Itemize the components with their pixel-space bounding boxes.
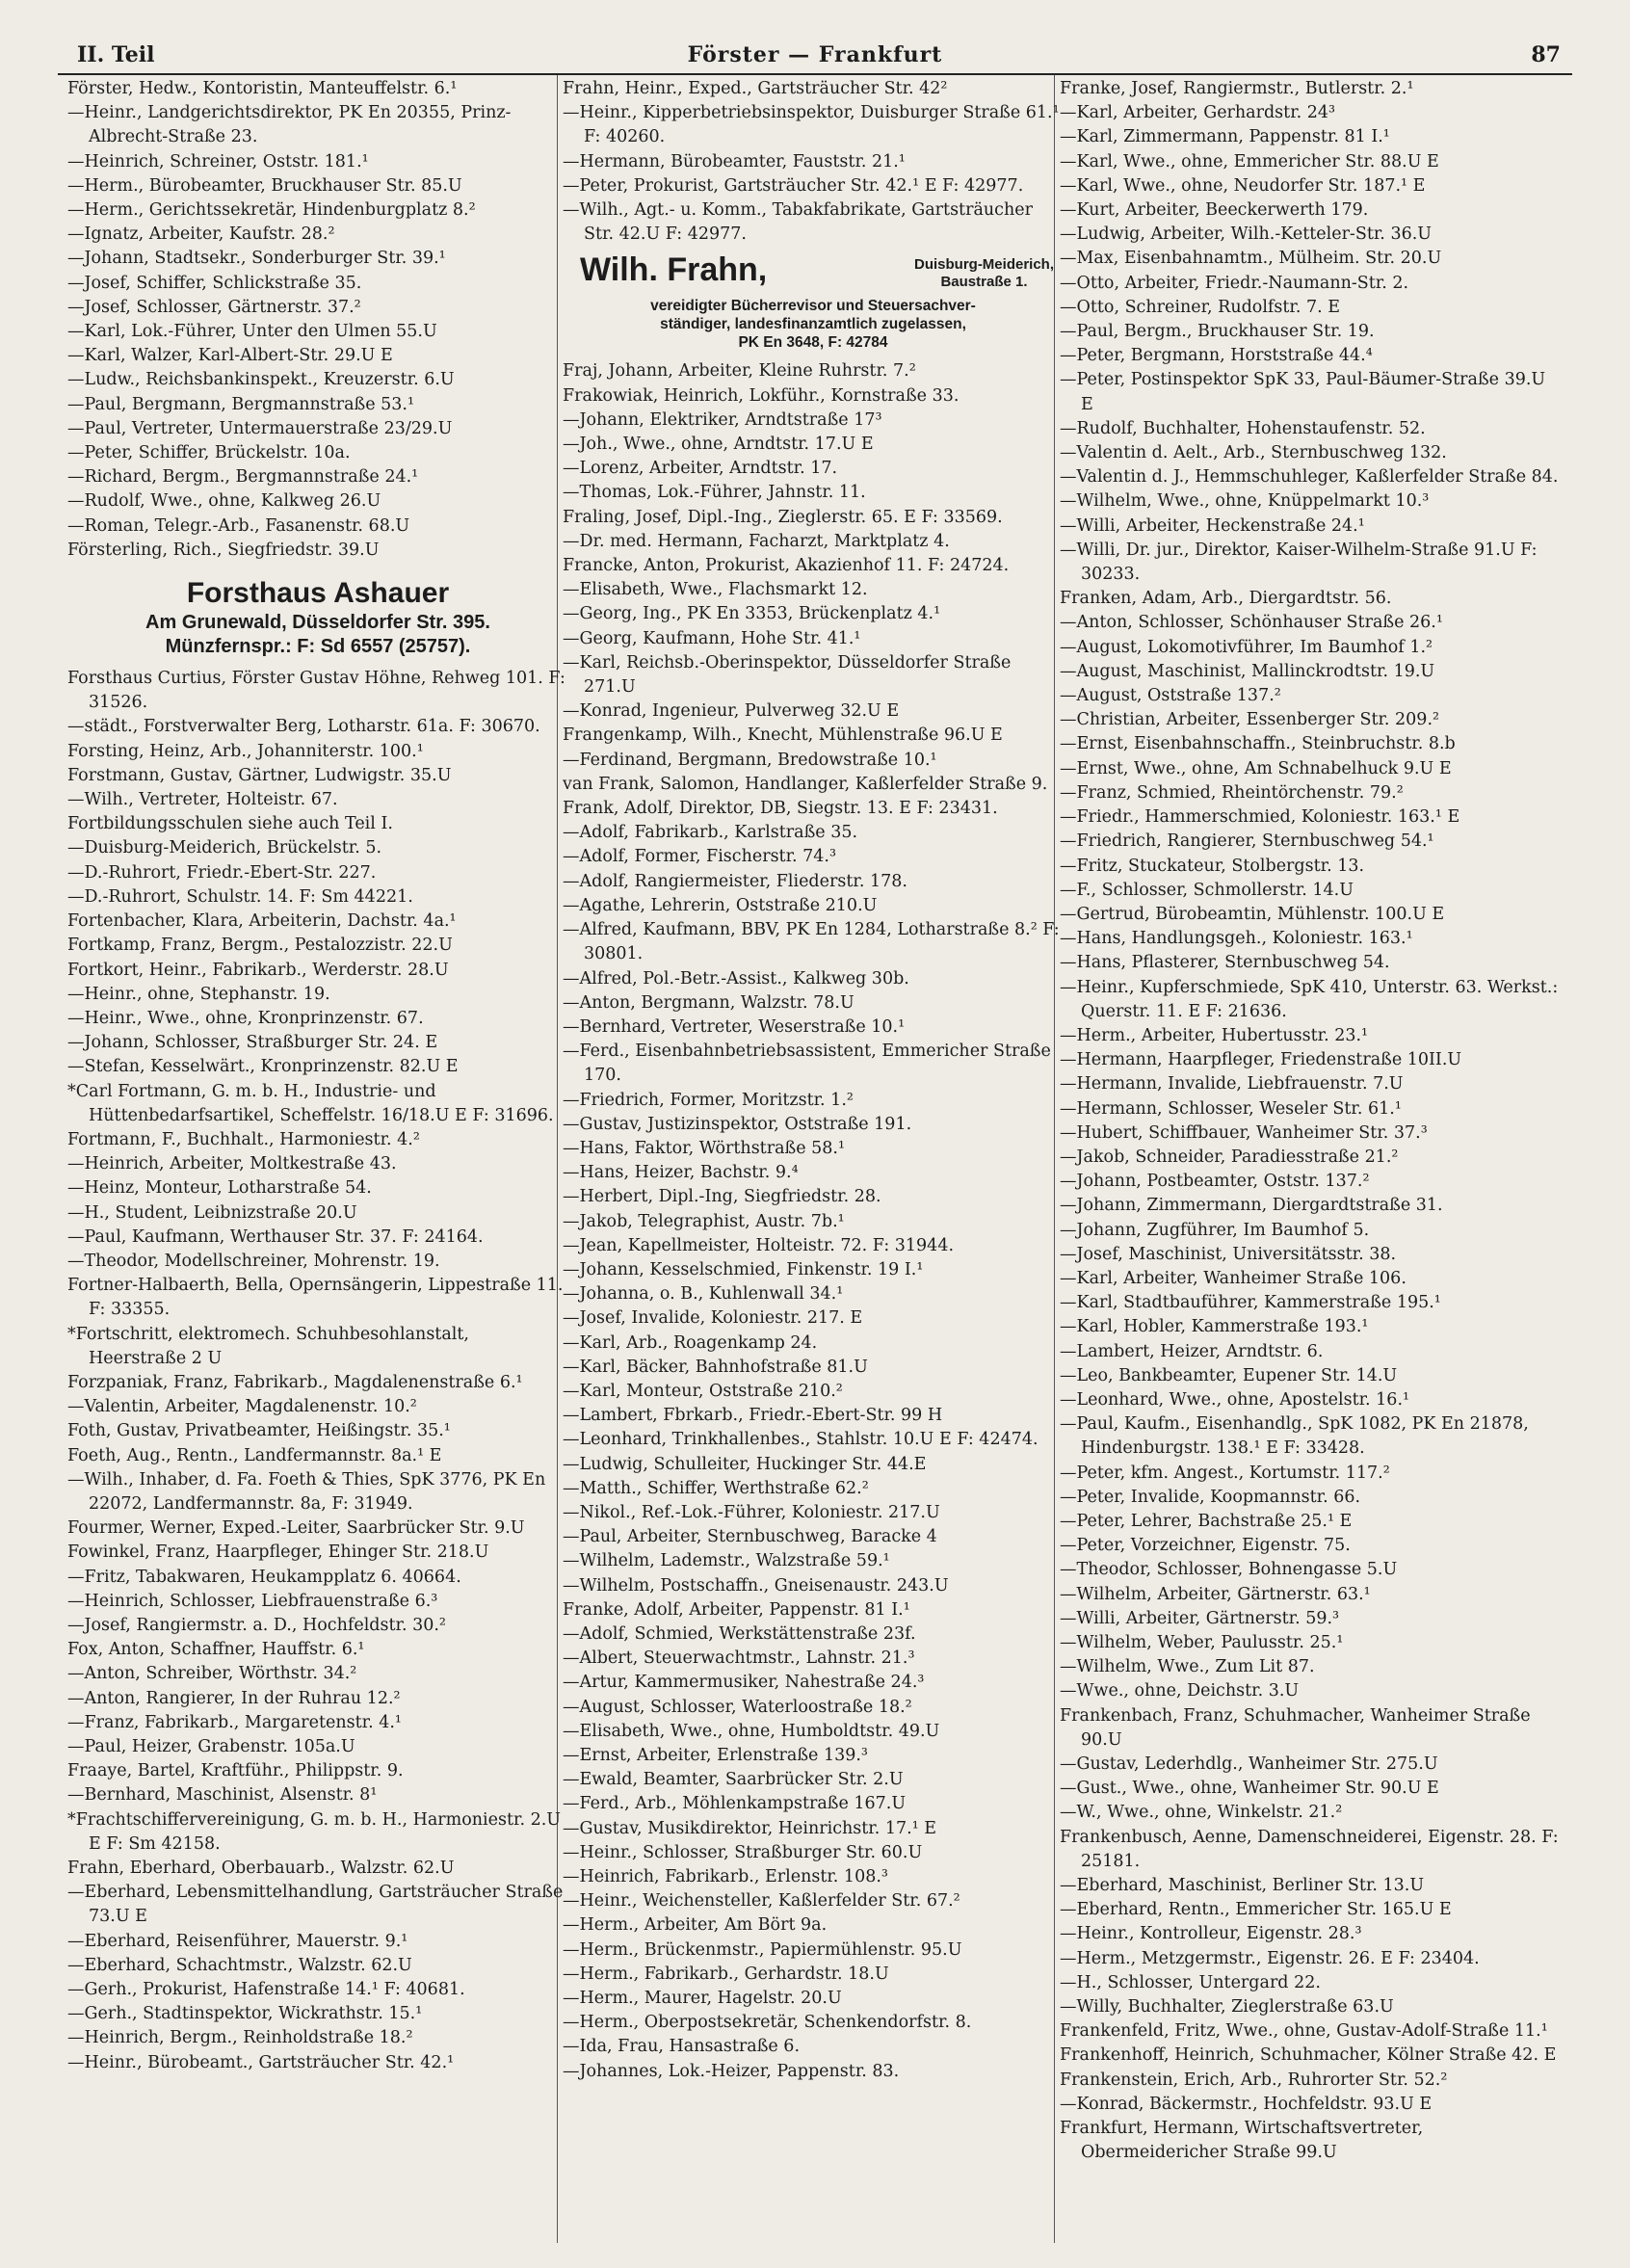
directory-entry: Fowinkel, Franz, Haarpfleger, Ehinger Str. 218.U — [67, 1543, 489, 1563]
directory-entry: —Leo, Bankbeamter, Eupener Str. 14.U — [1060, 1365, 1398, 1385]
directory-entry: —Nikol., Ref.-Lok.-Führer, Koloniestr. 217.U — [563, 1502, 940, 1522]
directory-entry: —Alfred, Kaufmann, BBV, PK En 1284, Lotharstraße 8.² F: 30801. — [563, 920, 1060, 964]
advertisement-frahn — [563, 251, 1064, 352]
directory-entry: —Theodor, Schlosser, Bohnengasse 5.U — [1060, 1560, 1398, 1580]
directory-entry: —F., Schlosser, Schmollerstr. 14.U — [1060, 880, 1354, 900]
directory-entry: —Heinr., Bürobeamt., Gartsträucher Str. 42.¹ — [67, 2052, 455, 2072]
directory-entry: —Hans, Pflasterer, Sternbuschweg 54. — [1060, 953, 1390, 973]
directory-entry: —Wilh., Inhaber, d. Fa. Foeth & Thies, SpK 3776, PK En 22072, Landfermannstr. 8a, F: 31949. — [67, 1469, 546, 1514]
column-2 — [563, 77, 1064, 2245]
entry-list — [563, 77, 1064, 247]
directory-entry: Foeth, Aug., Rentn., Landfermannstr. 8a.¹ E — [67, 1445, 442, 1465]
directory-entry: Franke, Josef, Rangiermstr., Butlerstr. 2.¹ — [1060, 79, 1414, 98]
directory-entry: —Josef, Schlosser, Gärtnerstr. 37.² — [67, 297, 361, 317]
directory-entry: —Peter, Postinspektor SpK 33, Paul-Bäumer-Straße 39.U E — [1060, 370, 1546, 414]
directory-entry: Fortkort, Heinr., Fabrikarb., Werderstr. 28.U — [67, 960, 449, 980]
directory-entry: Frankenbusch, Aenne, Damenschneiderei, Eigenstr. 28. F: 25181. — [1060, 1827, 1559, 1871]
directory-entry: Forzpaniak, Franz, Fabrikarb., Magdalenenstraße 6.¹ — [67, 1372, 523, 1392]
directory-entry: —Fritz, Stuckateur, Stolbergstr. 13. — [1060, 856, 1365, 876]
directory-entry: —Lambert, Fbrkarb., Friedr.-Ebert-Str. 99 H — [563, 1406, 943, 1426]
directory-entry: Frankfurt, Hermann, Wirtschaftsvertreter, Obermeidericher Straße 99.U — [1060, 2119, 1424, 2163]
directory-entry: —Friedrich, Rangierer, Sternbuschweg 54.¹ — [1060, 831, 1434, 852]
directory-entry: —Wilhelm, Arbeiter, Gärtnerstr. 63.¹ — [1060, 1584, 1371, 1604]
directory-entry: —Karl, Monteur, Oststraße 210.² — [563, 1381, 843, 1401]
directory-entry: Fourmer, Werner, Exped.-Leiter, Saarbrücker Str. 9.U — [67, 1518, 525, 1539]
entry-list — [563, 359, 1064, 2083]
directory-entry: —Ferdinand, Bergmann, Bredowstraße 10.¹ — [563, 750, 937, 770]
directory-entry: Frankenstein, Erich, Arb., Ruhrorter Str. 52.² — [1060, 2070, 1448, 2090]
directory-entry: —Jakob, Telegraphist, Austr. 7b.¹ — [563, 1211, 845, 1231]
directory-entry: —Peter, Bergmann, Horststraße 44.⁴ — [1060, 346, 1373, 366]
directory-entry: —Paul, Bergm., Bruckhauser Str. 19. — [1060, 322, 1375, 342]
directory-entry: —Peter, Vorzeichner, Eigenstr. 75. — [1060, 1536, 1351, 1556]
directory-entry: —Lambert, Heizer, Arndtstr. 6. — [1060, 1341, 1324, 1361]
directory-entry: —Eberhard, Maschinist, Berliner Str. 13.U — [1060, 1876, 1425, 1896]
directory-entry: —Artur, Kammermusiker, Nahestraße 24.³ — [563, 1673, 925, 1693]
advertisement-forsthaus — [67, 576, 568, 659]
directory-entry: —Wilh., Vertreter, Holteistr. 67. — [67, 790, 338, 810]
directory-entry: —Wilhelm, Postschaffn., Gneisenaustr. 243.U — [563, 1575, 949, 1596]
directory-entry: —Ludw., Reichsbankinspekt., Kreuzerstr. 6.U — [67, 370, 455, 390]
directory-entry: —August, Schlosser, Waterloostraße 18.² — [563, 1697, 912, 1717]
directory-entry: Frankenhoff, Heinrich, Schuhmacher, Kölner Straße 42. E — [1060, 2045, 1557, 2066]
directory-entry: —Wilhelm, Wwe., Zum Lit 87. — [1060, 1657, 1315, 1677]
directory-entry: —Joh., Wwe., ohne, Arndtstr. 17.U E — [563, 435, 874, 455]
directory-entry: —Ernst, Wwe., ohne, Am Schnabelhuck 9.U E — [1060, 758, 1452, 778]
directory-entry: —Hans, Heizer, Bachstr. 9.⁴ — [563, 1163, 799, 1183]
directory-entry: —Heinrich, Schlosser, Liebfrauenstraße 6.³ — [67, 1591, 438, 1611]
directory-entry: Frangenkamp, Wilh., Knecht, Mühlenstraße 96.U E — [563, 725, 1003, 746]
header-range: Förster — Frankfurt — [687, 42, 943, 67]
directory-entry: —Karl, Hobler, Kammerstraße 193.¹ — [1060, 1317, 1369, 1337]
directory-entry: —Valentin d. J., Hemmschuhleger, Kaßlerfelder Straße 84. — [1060, 467, 1559, 488]
directory-entry: —Albert, Steuerwachtmstr., Lahnstr. 21.³ — [563, 1648, 915, 1669]
directory-entry: —Karl, Wwe., ohne, Emmericher Str. 88.U E — [1060, 151, 1439, 171]
directory-entry: —Herm., Metzgermstr., Eigenstr. 26. E F: 23404. — [1060, 1948, 1480, 1968]
directory-entry: Francke, Anton, Prokurist, Akazienhof 11. F: 24724. — [563, 556, 1010, 576]
directory-entry: —W., Wwe., ohne, Winkelstr. 21.² — [1060, 1803, 1343, 1823]
directory-entry: —Christian, Arbeiter, Essenberger Str. 209.² — [1060, 710, 1440, 730]
directory-entry: —Eberhard, Reisenführer, Mauerstr. 9.¹ — [67, 1931, 408, 1951]
directory-entry: —Eberhard, Rentn., Emmericher Str. 165.U E — [1060, 1900, 1452, 1920]
directory-entry: —Willi, Arbeiter, Heckenstraße 24.¹ — [1060, 515, 1365, 536]
directory-entry: —Heinrich, Bergm., Reinholdstraße 18.² — [67, 2028, 413, 2048]
directory-entry: —Gerh., Stadtinspektor, Wickrathstr. 15.¹ — [67, 2004, 423, 2024]
directory-entry: —Herm., Brückenmstr., Papiermühlenstr. 95.U — [563, 1939, 962, 1960]
directory-entry: —Rudolf, Wwe., ohne, Kalkweg 26.U — [67, 491, 381, 512]
directory-entry: Förster, Hedw., Kontoristin, Manteuffelstr. 6.¹ — [67, 79, 458, 98]
directory-entry: —Rudolf, Buchhalter, Hohenstaufenstr. 52. — [1060, 418, 1426, 438]
directory-entry: —Paul, Heizer, Grabenstr. 105a.U — [67, 1737, 355, 1756]
directory-entry: —Wilh., Agt.- u. Komm., Tabakfabrikate, Gartsträucher Str. 42.U F: 42977. — [563, 200, 1033, 245]
directory-entry: —H., Schlosser, Untergard 22. — [1060, 1972, 1321, 1992]
directory-entry: —Alfred, Pol.-Betr.-Assist., Kalkweg 30b. — [563, 968, 909, 989]
directory-entry: —Lorenz, Arbeiter, Arndtstr. 17. — [563, 459, 838, 479]
directory-entry: Fortbildungsschulen siehe auch Teil I. — [67, 814, 393, 834]
directory-entry: Forsting, Heinz, Arb., Johanniterstr. 100.¹ — [67, 741, 424, 761]
entry-list — [1060, 77, 1561, 2165]
directory-entry: —Paul, Kaufm., Eisenhandlg., SpK 1082, PK En 21878, Hindenburgstr. 138.¹ E F: 33428. — [1060, 1414, 1529, 1459]
directory-entry: —Franz, Schmied, Rheintörchenstr. 79.² — [1060, 782, 1404, 803]
directory-entry: —Adolf, Former, Fischerstr. 74.³ — [563, 847, 836, 867]
directory-entry: Fortkamp, Franz, Bergm., Pestalozzistr. 22.U — [67, 936, 453, 956]
directory-entry: Fortenbacher, Klara, Arbeiterin, Dachstr. 4a.¹ — [67, 911, 457, 932]
directory-entry: *Fortschritt, elektromech. Schuhbesohlanstalt, Heerstraße 2 U — [67, 1324, 469, 1368]
entry-list — [67, 667, 568, 2075]
directory-entry: —Wilhelm, Wwe., ohne, Knüppelmarkt 10.³ — [1060, 491, 1430, 512]
directory-entry: —Peter, Lehrer, Bachstraße 25.¹ E — [1060, 1511, 1353, 1531]
directory-entry: —Heinr., Kupferschmiede, SpK 410, Unterstr. 63. Werkst.: Querstr. 11. E F: 21636. — [1060, 977, 1559, 1021]
column-3 — [1060, 77, 1561, 2245]
directory-entry: —Valentin d. Aelt., Arb., Sternbuschweg 132. — [1060, 443, 1447, 463]
directory-entry: —Paul, Bergmann, Bergmannstraße 53.¹ — [67, 394, 415, 414]
directory-entry: —Josef, Rangiermstr. a. D., Hochfeldstr. 30.² — [67, 1615, 446, 1635]
directory-entry: —Gustav, Musikdirektor, Heinrichstr. 17.¹ E — [563, 1818, 937, 1838]
directory-entry: —Anton, Bergmann, Walzstr. 78.U — [563, 992, 854, 1013]
directory-entry: —Georg, Kaufmann, Hohe Str. 41.¹ — [563, 628, 861, 648]
ad-address-line: Baustraße 1. — [940, 274, 1028, 291]
directory-entry: —Gertrud, Bürobeamtin, Mühlenstr. 100.U E — [1060, 904, 1445, 924]
directory-entry: —Adolf, Rangiermeister, Fliederstr. 178. — [563, 871, 907, 891]
directory-entry: —Hubert, Schiffbauer, Wanheimer Str. 37.³ — [1060, 1122, 1428, 1143]
directory-entry: —Jean, Kapellmeister, Holteistr. 72. F: 31944. — [563, 1235, 955, 1255]
directory-entry: Frakowiak, Heinrich, Lokführ., Kornstraße 33. — [563, 385, 960, 406]
directory-entry: —Adolf, Schmied, Werkstättenstraße 23f. — [563, 1623, 916, 1644]
directory-entry: —Karl, Bäcker, Bahnhofstraße 81.U — [563, 1357, 868, 1377]
directory-entry: —Hans, Handlungsgeh., Koloniestr. 163.¹ — [1060, 929, 1413, 949]
directory-entry: —Paul, Arbeiter, Sternbuschweg, Baracke 4 — [563, 1527, 937, 1547]
directory-entry: —Johann, Kesselschmied, Finkenstr. 19 I.¹ — [563, 1259, 924, 1279]
directory-entry: —Johann, Elektriker, Arndtstraße 17³ — [563, 409, 882, 430]
directory-entry: Frankenbach, Franz, Schuhmacher, Wanheimer Straße 90.U — [1060, 1705, 1531, 1750]
ad-text — [563, 297, 1064, 352]
directory-entry: —Johannes, Lok.-Heizer, Pappenstr. 83. — [563, 2061, 900, 2081]
directory-entry: —Josef, Invalide, Koloniestr. 217. E — [563, 1308, 863, 1329]
directory-entry: —Matth., Schiffer, Werthstraße 62.² — [563, 1478, 869, 1498]
directory-entry: —Karl, Zimmermann, Pappenstr. 81 I.¹ — [1060, 127, 1390, 147]
directory-entry: —Hermann, Bürobeamter, Fauststr. 21.¹ — [563, 151, 906, 171]
directory-entry: —Gustav, Lederhdlg., Wanheimer Str. 275.U — [1060, 1754, 1438, 1775]
directory-entry: —August, Lokomotivführer, Im Baumhof 1.² — [1060, 637, 1433, 657]
directory-entry: —Karl, Walzer, Karl-Albert-Str. 29.U E — [67, 346, 393, 366]
directory-entry: —Herm., Maurer, Hagelstr. 20.U — [563, 1989, 842, 2009]
directory-entry: —Max, Eisenbahnamtm., Mülheim. Str. 20.U — [1060, 249, 1442, 269]
directory-entry: —Johann, Zugführer, Im Baumhof 5. — [1060, 1220, 1370, 1240]
directory-entry: Franken, Adam, Arb., Diergardtstr. 56. — [1060, 589, 1392, 609]
directory-entry: —Herm., Gerichtssekretär, Hindenburgplatz 8.² — [67, 200, 476, 221]
directory-entry: —Elisabeth, Wwe., Flachsmarkt 12. — [563, 580, 868, 600]
directory-entry: —Dr. med. Hermann, Facharzt, Marktplatz 4. — [563, 531, 950, 551]
directory-entry: —Heinrich, Schreiner, Oststr. 181.¹ — [67, 151, 369, 171]
directory-entry: Frahn, Eberhard, Oberbauarb., Walzstr. 62.U — [67, 1859, 455, 1879]
directory-entry: —Gust., Wwe., ohne, Wanheimer Str. 90.U E — [1060, 1779, 1439, 1799]
directory-entry: —Richard, Bergm., Bergmannstraße 24.¹ — [67, 467, 419, 488]
directory-entry: —Stefan, Kesselwärt., Kronprinzenstr. 82.U E — [67, 1057, 459, 1077]
directory-entry: —Bernhard, Vertreter, Weserstraße 10.¹ — [563, 1016, 906, 1037]
directory-entry: —Heinz, Monteur, Lotharstraße 54. — [67, 1178, 372, 1199]
directory-entry: —Agathe, Lehrerin, Oststraße 210.U — [563, 895, 878, 915]
directory-entry: —Heinr., ohne, Stephanstr. 19. — [67, 984, 330, 1004]
directory-entry: —H., Student, Leibnizstraße 20.U — [67, 1202, 357, 1223]
directory-entry: —Ferd., Arb., Möhlenkampstraße 167.U — [563, 1794, 907, 1814]
directory-entry: —Otto, Schreiner, Rudolfstr. 7. E — [1060, 297, 1341, 317]
directory-entry: —Heinrich, Fabrikarb., Erlenstr. 108.³ — [563, 1867, 888, 1887]
directory-entry: Foth, Gustav, Privatbeamter, Heißingstr. 35.¹ — [67, 1421, 451, 1441]
directory-entry: —Adolf, Fabrikarb., Karlstraße 35. — [563, 823, 858, 843]
directory-entry: Forstmann, Gustav, Gärtner, Ludwigstr. 35.U — [67, 765, 452, 785]
directory-entry: Fraling, Josef, Dipl.-Ing., Zieglerstr. 65. E F: 33569. — [563, 507, 1003, 527]
directory-entry: —Peter, Invalide, Koopmannstr. 66. — [1060, 1487, 1361, 1507]
directory-entry: —Konrad, Ingenieur, Pulverweg 32.U E — [563, 701, 900, 722]
directory-entry: —Jakob, Schneider, Paradiesstraße 21.² — [1060, 1147, 1399, 1167]
directory-entry: —Elisabeth, Wwe., ohne, Humboldtstr. 49.U — [563, 1721, 940, 1741]
directory-entry: —städt., Forstverwalter Berg, Lotharstr. 61a. F: 30670. — [67, 717, 540, 737]
ad-address-line: Duisburg-Meiderich, — [913, 256, 1054, 274]
directory-entry: —Fritz, Tabakwaren, Heukampplatz 6. 40664. — [67, 1567, 461, 1587]
directory-entry: —Ida, Frau, Hansastraße 6. — [563, 2037, 801, 2057]
ad-title: Forsthaus Ashauer — [186, 577, 450, 610]
directory-entry: —Hermann, Schlosser, Weseler Str. 61.¹ — [1060, 1098, 1402, 1119]
page-header — [58, 42, 1572, 71]
directory-entry: Fox, Anton, Schaffner, Hauffstr. 6.¹ — [67, 1640, 365, 1660]
directory-entry: —Karl, Arbeiter, Wanheimer Straße 106. — [1060, 1268, 1407, 1288]
directory-entry: —D.-Ruhrort, Schulstr. 14. F: Sm 44221. — [67, 886, 413, 907]
directory-entry: Fortner-Halbaerth, Bella, Opernsängerin, Lippestraße 11. F: 33355. — [67, 1276, 564, 1320]
directory-entry: —Leonhard, Wwe., ohne, Apostelstr. 16.¹ — [1060, 1389, 1410, 1410]
directory-entry: —Johann, Schlosser, Straßburger Str. 24. E — [67, 1033, 438, 1053]
directory-entry: —Georg, Ing., PK En 3353, Brückenplatz 4.¹ — [563, 604, 941, 624]
ad-text-line: vereidigter Bücherrevisor und Steuersachver- — [650, 298, 976, 315]
directory-entry: —Wilhelm, Weber, Paulusstr. 25.¹ — [1060, 1633, 1344, 1652]
directory-entry: —Heinr., Kipperbetriebsinspektor, Duisburger Straße 61.¹ F: 40260. — [563, 103, 1060, 147]
directory-entry: —Ernst, Eisenbahnschaffn., Steinbruchstr. 8.b — [1060, 734, 1456, 754]
directory-entry: —Ewald, Beamter, Saarbrücker Str. 2.U — [563, 1770, 904, 1790]
directory-entry: —Otto, Arbeiter, Friedr.-Naumann-Str. 2. — [1060, 273, 1409, 293]
directory-entry: —Duisburg-Meiderich, Brückelstr. 5. — [67, 838, 382, 858]
directory-entry: —Heinr., Schlosser, Straßburger Str. 60.U — [563, 1842, 923, 1862]
directory-entry: —Karl, Wwe., ohne, Neudorfer Str. 187.¹ E — [1060, 175, 1426, 196]
directory-entry: —Roman, Telegr.-Arb., Fasanenstr. 68.U — [67, 515, 410, 536]
directory-entry: —Willi, Arbeiter, Gärtnerstr. 59.³ — [1060, 1608, 1340, 1628]
header-part-label: II. Teil — [77, 42, 155, 67]
directory-entry: —Gustav, Justizinspektor, Oststraße 191. — [563, 1114, 912, 1134]
directory-entry: —August, Maschinist, Mallinckrodtstr. 19.U — [1060, 661, 1435, 681]
directory-entry: —Heinr., Kontrolleur, Eigenstr. 28.³ — [1060, 1924, 1362, 1944]
ad-text-line: PK En 3648, F: 42784 — [738, 334, 888, 352]
directory-entry: —Kurt, Arbeiter, Beeckerwerth 179. — [1060, 200, 1369, 221]
directory-entry: —Herm., Fabrikarb., Gerhardstr. 18.U — [563, 1964, 889, 1984]
directory-entry: —Ludwig, Schulleiter, Huckinger Str. 44.E — [563, 1454, 927, 1474]
directory-entry: —Karl, Arbeiter, Gerhardstr. 24³ — [1060, 103, 1336, 123]
directory-entry: —Johanna, o. B., Kuhlenwall 34.¹ — [563, 1284, 844, 1305]
directory-entry: —Peter, kfm. Angest., Kortumstr. 117.² — [1060, 1463, 1390, 1483]
directory-entry: —Anton, Rangierer, In der Ruhrau 12.² — [67, 1688, 401, 1708]
directory-entry: Försterling, Rich., Siegfriedstr. 39.U — [67, 540, 380, 560]
directory-entry: —Eberhard, Schachtmstr., Walzstr. 62.U — [67, 1955, 412, 1975]
directory-entry: Frankenfeld, Fritz, Wwe., ohne, Gustav-Adolf-Straße 11.¹ — [1060, 2021, 1548, 2042]
directory-entry: —Herm., Bürobeamter, Bruckhauser Str. 85.U — [67, 175, 462, 196]
directory-entry: —Valentin, Arbeiter, Magdalenenstr. 10.² — [67, 1397, 417, 1417]
directory-entry: —Ludwig, Arbeiter, Wilh.-Ketteler-Str. 36.U — [1060, 224, 1433, 245]
directory-entry: —August, Oststraße 137.² — [1060, 686, 1281, 706]
directory-entry: —Bernhard, Maschinist, Alsenstr. 8¹ — [67, 1785, 378, 1806]
directory-entry: Fortmann, F., Buchhalt., Harmoniestr. 4.² — [67, 1129, 420, 1149]
directory-entry: —Heinr., Landgerichtsdirektor, PK En 20355, Prinz-Albrecht-Straße 23. — [67, 103, 512, 147]
directory-entry: —Thomas, Lok.-Führer, Jahnstr. 11. — [563, 483, 866, 503]
directory-entry: —Josef, Maschinist, Universitätsstr. 38. — [1060, 1244, 1397, 1264]
directory-entry: —Herbert, Dipl.-Ing, Siegfriedstr. 28. — [563, 1187, 881, 1207]
directory-entry: —Paul, Vertreter, Untermauerstraße 23/29.U — [67, 418, 453, 438]
ad-address — [914, 256, 1054, 291]
directory-entry: Forsthaus Curtius, Förster Gustav Höhne, Rehweg 101. F: 31526. — [67, 669, 565, 713]
ad-text-line: ständiger, landesfinanzamtlich zugelassen, — [660, 316, 966, 333]
directory-entry: —Ignatz, Arbeiter, Kaufstr. 28.² — [67, 224, 335, 245]
directory-entry: —Johann, Postbeamter, Oststr. 137.² — [1060, 1172, 1370, 1192]
directory-entry: —Johann, Zimmermann, Diergardtstraße 31. — [1060, 1196, 1443, 1216]
directory-entry: —Heinr., Wwe., ohne, Kronprinzenstr. 67. — [67, 1008, 424, 1028]
directory-entry: —Heinrich, Arbeiter, Moltkestraße 43. — [67, 1154, 397, 1174]
directory-entry: Frahn, Heinr., Exped., Gartsträucher Str. 42² — [563, 79, 948, 98]
page-number: 87 — [1531, 42, 1561, 67]
directory-entry: —Heinr., Weichensteller, Kaßlerfelder Str. 67.² — [563, 1891, 960, 1912]
directory-entry: van Frank, Salomon, Handlanger, Kaßlerfelder Straße 9. — [563, 774, 1048, 794]
directory-entry: Fraaye, Bartel, Kraftführ., Philippstr. 9. — [67, 1761, 404, 1781]
directory-entry: —Wilhelm, Lademstr., Walzstraße 59.¹ — [563, 1551, 890, 1571]
directory-entry: Frank, Adolf, Direktor, DB, Siegstr. 13. E F: 23431. — [563, 799, 998, 819]
directory-entry: —Hermann, Invalide, Liebfrauenstr. 7.U — [1060, 1074, 1404, 1094]
directory-entry: —Friedr., Hammerschmied, Koloniestr. 163.¹ E — [1060, 807, 1460, 828]
directory-entry: —Willi, Dr. jur., Direktor, Kaiser-Wilhelm-Straße 91.U F: 30233. — [1060, 540, 1538, 585]
directory-entry: —Anton, Schreiber, Wörthstr. 34.² — [67, 1664, 357, 1684]
directory-entry: —Karl, Stadtbauführer, Kammerstraße 195.¹ — [1060, 1293, 1441, 1313]
directory-entry: —D.-Ruhrort, Friedr.-Ebert-Str. 227. — [67, 862, 377, 883]
directory-entry: —Leonhard, Trinkhallenbes., Stahlstr. 10.U E F: 42474. — [563, 1430, 1038, 1450]
directory-entry: —Franz, Fabrikarb., Margaretenstr. 4.¹ — [67, 1712, 402, 1732]
directory-entry: —Herm., Arbeiter, Hubertusstr. 23.¹ — [1060, 1025, 1369, 1045]
directory-entry: —Johann, Stadtsekr., Sonderburger Str. 39.¹ — [67, 249, 446, 269]
ad-name: Wilh. Frahn, — [580, 251, 768, 289]
ad-phone: Münzfernspr.: F: Sd 6557 (25757). — [165, 636, 471, 658]
directory-entry: Franke, Adolf, Arbeiter, Pappenstr. 81 I.¹ — [563, 1599, 910, 1620]
directory-entry: *Frachtschiffervereinigung, G. m. b. H., Harmoniestr. 2.U E F: Sm 42158. — [67, 1809, 562, 1854]
entry-list — [67, 77, 568, 563]
directory-entry: —Hans, Faktor, Wörthstraße 58.¹ — [563, 1138, 845, 1158]
directory-entry: —Herm., Arbeiter, Am Bört 9a. — [563, 1915, 828, 1936]
column-1 — [67, 77, 568, 2245]
directory-entry: —Friedrich, Former, Moritzstr. 1.² — [563, 1090, 854, 1110]
directory-entry: —Herm., Oberpostsekretär, Schenkendorfstr. 8. — [563, 2013, 972, 2033]
directory-entry: *Carl Fortmann, G. m. b. H., Industrie- und Hüttenbedarfsartikel, Scheffelstr. 16/18.U E F: 31696. — [67, 1081, 554, 1125]
directory-entry: —Karl, Lok.-Führer, Unter den Ulmen 55.U — [67, 322, 437, 342]
directory-entry: —Paul, Kaufmann, Werthauser Str. 37. F: 24164. — [67, 1226, 484, 1247]
directory-entry: —Josef, Schiffer, Schlickstraße 35. — [67, 273, 362, 293]
directory-entry: —Willy, Buchhalter, Zieglerstraße 63.U — [1060, 1997, 1394, 2017]
directory-entry: —Eberhard, Lebensmittelhandlung, Gartsträucher Straße 73.U E — [67, 1883, 564, 1927]
directory-entry: —Konrad, Bäckermstr., Hochfeldstr. 93.U E — [1060, 2094, 1433, 2114]
directory-entry: —Karl, Reichsb.-Oberinspektor, Düsseldorfer Straße 271.U — [563, 652, 1012, 698]
directory-entry: —Peter, Schiffer, Brückelstr. 10a. — [67, 443, 351, 463]
directory-entry: —Anton, Schlosser, Schönhauser Straße 26.¹ — [1060, 613, 1443, 633]
directory-entry: —Hermann, Haarpfleger, Friedenstraße 10II.U — [1060, 1050, 1462, 1070]
directory-entry: —Ferd., Eisenbahnbetriebsassistent, Emmericher Straße 170. — [563, 1042, 1051, 1086]
directory-entry: —Karl, Arb., Roagenkamp 24. — [563, 1332, 818, 1353]
directory-entry: Fraj, Johann, Arbeiter, Kleine Ruhrstr. 7.² — [563, 361, 916, 382]
directory-entry: —Theodor, Modellschreiner, Mohrenstr. 19. — [67, 1251, 440, 1271]
header-rule — [58, 73, 1572, 75]
ad-address: Am Grunewald, Düsseldorfer Str. 395. — [145, 612, 490, 634]
directory-entry: —Ernst, Arbeiter, Erlenstraße 139.³ — [563, 1746, 868, 1765]
directory-entry: —Gerh., Prokurist, Hafenstraße 14.¹ F: 40681. — [67, 1980, 465, 2000]
directory-entry: —Peter, Prokurist, Gartsträucher Str. 42.¹ E F: 42977. — [563, 175, 1024, 196]
directory-entry: —Wwe., ohne, Deichstr. 3.U — [1060, 1681, 1300, 1701]
